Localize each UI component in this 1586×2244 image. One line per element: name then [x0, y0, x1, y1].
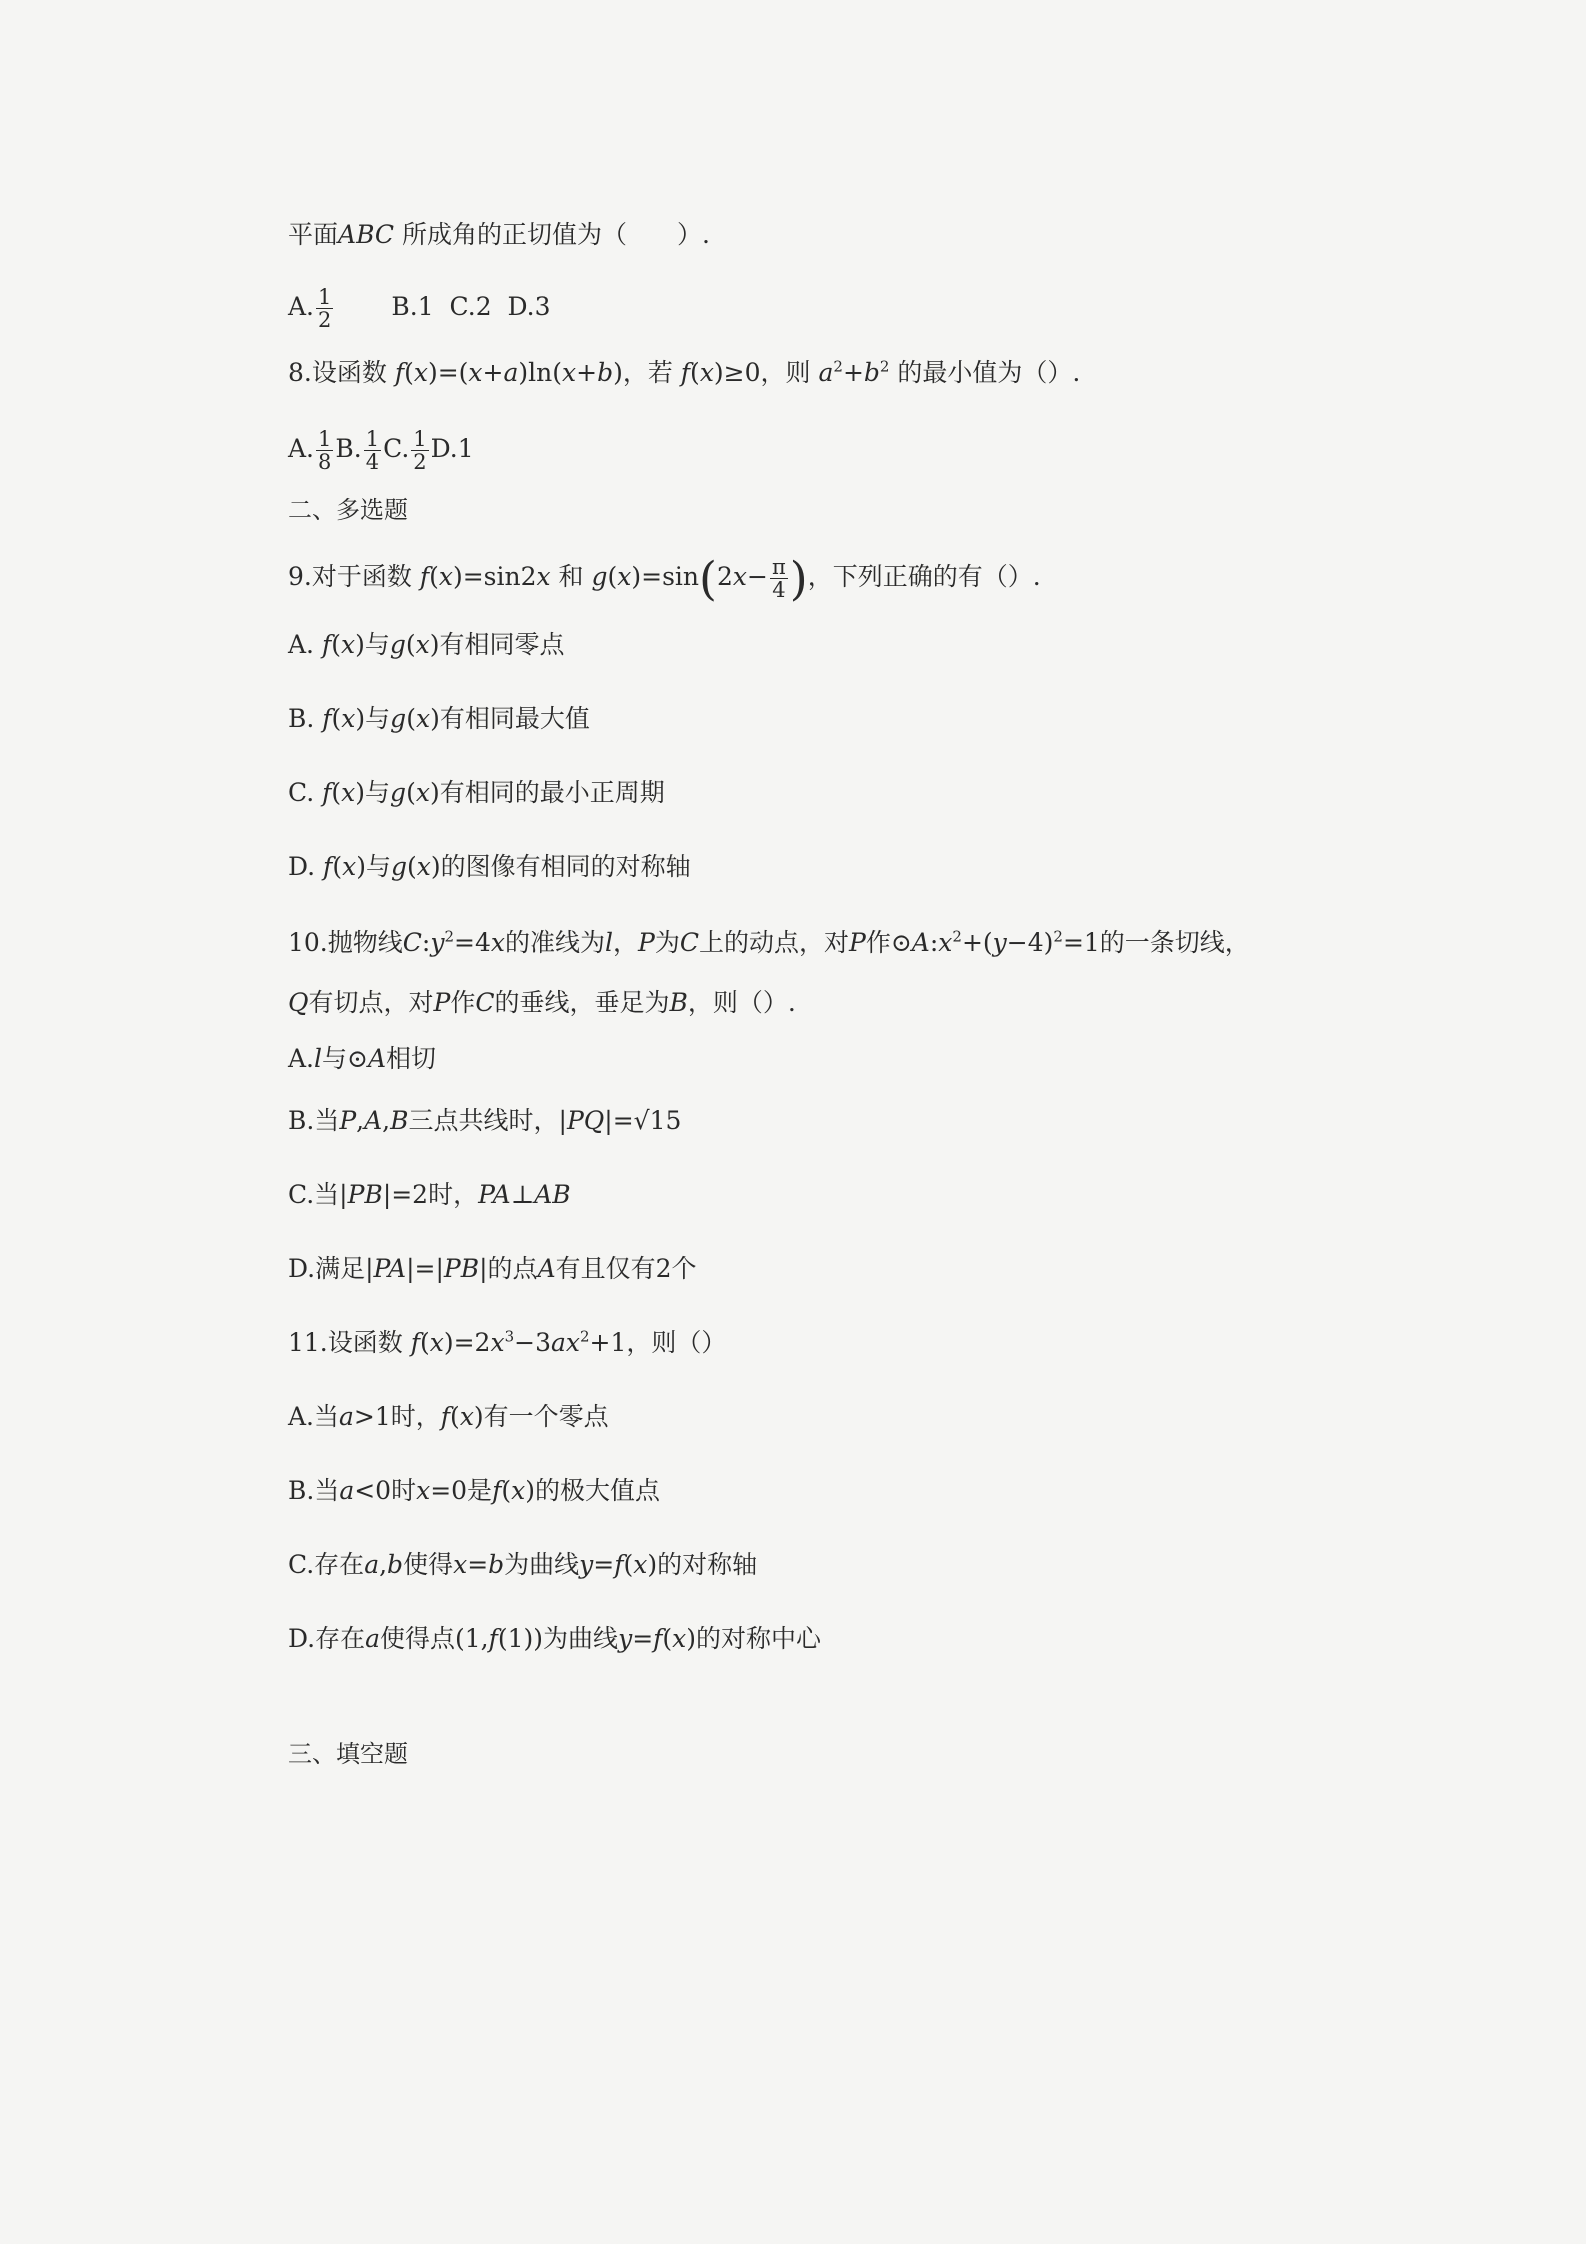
q7-stem: 平面ABC 所成角的正切值为（ ）.	[288, 220, 710, 249]
q9-option-b: B. f(x)与g(x)有相同最大值	[288, 704, 590, 733]
q10-option-b: B.当P,A,B三点共线时，|PQ|=√15	[288, 1106, 682, 1135]
q9-option-a: A. f(x)与g(x)有相同零点	[288, 630, 565, 659]
q11-option-b: B.当a<0时x=0是f(x)的极大值点	[288, 1476, 660, 1505]
q9-option-c: C. f(x)与g(x)有相同的最小正周期	[288, 778, 665, 807]
q10-stem-line2: Q有切点，对P作C的垂线，垂足为B，则（）.	[288, 988, 796, 1017]
q11-option-d: D.存在a使得点(1,f(1))为曲线y=f(x)的对称中心	[288, 1624, 822, 1653]
q8-options: A. $\frac{1}{8}$ B. $\frac{1}{4}$ C. $\frac{1}{2}$ D.1	[288, 427, 474, 474]
q10-option-d: D.满足|PA|=|PB|的点A有且仅有2个	[288, 1254, 697, 1283]
section-fill-blank: 三、填空题	[288, 1740, 408, 1768]
q10-option-a: A.l与⊙A相切	[288, 1044, 437, 1073]
q10-option-c: C.当|PB|=2时，PA⊥AB	[288, 1180, 571, 1209]
q11-stem: 11.设函数 $f(x)=2x^3-3ax^2+1$，则（）	[288, 1327, 727, 1357]
q7-options: A. $\frac{1}{2}$ B.1 C.2 D.3	[288, 285, 551, 332]
q9-stem: 9.对于函数 f(x)=sin2x 和 g(x)=sin(2x− $\frac{\pi}{4}$ )，下列正确的有（）.	[288, 551, 1041, 606]
q11-option-c: C.存在a,b使得x=b为曲线y=f(x)的对称轴	[288, 1550, 758, 1579]
q8-stem: 8.设函数 f(x)=(x+a)ln(x+b)，若 f(x)≥0，则 $a^2+b^2$ 的最小值为（）.	[288, 357, 1081, 387]
q9-option-d: D. f(x)与g(x)的图像有相同的对称轴	[288, 852, 691, 881]
q10-stem-line1: 10.抛物线$C:y^2=4x$的准线为l，P为C上的动点，对P作$⊙A:x^2+(y-4)^2=1$的一条切线，	[288, 927, 1250, 957]
q11-option-a: A.当a>1时，f(x)有一个零点	[288, 1402, 609, 1431]
section-multi-choice: 二、多选题	[288, 496, 408, 524]
